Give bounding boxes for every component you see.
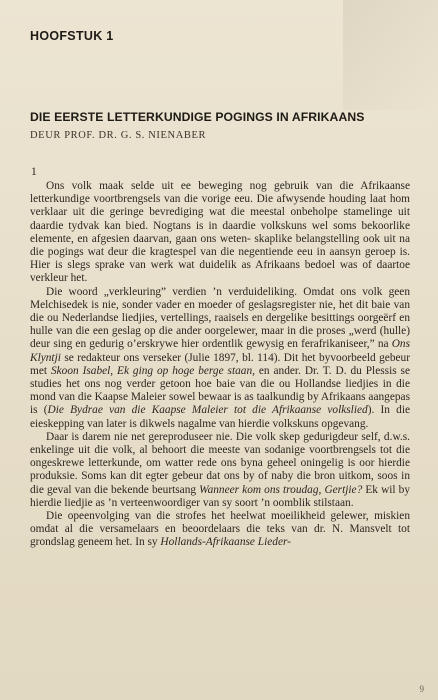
italic-run: Wanneer kom ons troudag, Gertjie? bbox=[199, 483, 363, 496]
text-run: Daar is darem nie net gereproduseer nie. Die volk skep gedurigdeur self, d.w.s. enkelinge uit die volk, al behoort die meeste van sodanige voortbrengsels tot die ongeskrewe letterkunde, om watter rede ons byna geheel oningelig is oor hierdie produksie. Soms kan dit egter gebeur dat ons by of naby die bron uitkom, soos in die geval van die bekende beurtsang bbox=[30, 430, 410, 496]
text-run: Ons volk maak selde uit ee beweging nog gebruik van die Afrikaanse letterkundige voortbrengsels van die vorige eeu. Die afwysende houding laat hom verklaar uit die geringe bevrediging wat die meestal onbeholpe stamelinge uit daardie tydvak kan bied. Nogtans is in daardie volkskuns wel soms bekoorlike elemente, en afgesien daarvan, gaan ons weten- skaplike belangstelling ook uit na die pogings wat deur die kragtespel van die negentiende eeu in aansyn geroep is. Hier is slegs sprake van werk wat duidelik as Afrikaans bedoel was of daartoe verkleur het. bbox=[30, 180, 410, 285]
text-run: Ek wil by hierdie liedjie as ’n verteenwoordiger van sy soort ’n oomblik stilstaan. bbox=[30, 483, 410, 509]
bleed-through-shadow bbox=[343, 0, 438, 110]
italic-run: Die Bydrae van die Kaapse Maleier tot die Afrikaanse volkslied bbox=[47, 404, 368, 417]
article-title: DIE EERSTE LETTERKUNDIGE POGINGS IN AFRIKAANS bbox=[30, 110, 365, 124]
text-run: en ander. Dr. T. D. du Plessis se studies het ons nog verder getoon hoe baie van die ou Hollandse liedjies in die mond van die Kaapse Maleier sowel bewaar is as taalkundig by Afrikaans aangepas is ( bbox=[30, 364, 410, 417]
text-run: Die opeenvolging van die strofes het heelwat moeilikheid gelewer, miskien omdat al die versamelaars en beoordelaars die teks van dr. N. Mansvelt tot grondslag geneem het. In sy bbox=[30, 510, 410, 549]
body-text bbox=[30, 180, 410, 550]
section-number: 1 bbox=[31, 166, 37, 178]
author-byline: DEUR PROF. DR. G. S. NIENABER bbox=[30, 130, 207, 141]
italic-run: Hollands-Afrikaanse Lieder- bbox=[160, 536, 291, 549]
paragraph bbox=[30, 180, 410, 286]
paragraph bbox=[30, 286, 410, 431]
italic-run: Skoon Isabel, Ek ging op hoge berge staan, bbox=[50, 364, 255, 377]
paragraph bbox=[30, 431, 410, 510]
paragraph bbox=[30, 510, 410, 550]
italic-run: Ons Klyntji bbox=[30, 338, 410, 364]
chapter-heading: HOOFSTUK 1 bbox=[30, 29, 114, 43]
page-number: 9 bbox=[419, 684, 424, 694]
text-run: Die woord „verkleuring” verdien ’n verduideliking. Omdat ons volk geen Melchisedek is nie, sonder vader en moeder of geslagsregister nie, het dit baie van die ou Nederlandse liedjies, vertellings, raaisels en dergelike besittings oorgeërf en hulle van die een geslag op die ander oorgelewer, maar in die proses „werd (hulle) deur sing en gedurig o’erskrywe hier ordentlik gewysig en ferafrikaniseer,” na bbox=[30, 285, 410, 351]
text-run: se redakteur ons verseker (Julie 1897, bl. 114). Dit het byvoorbeeld gebeur met bbox=[30, 351, 410, 377]
text-run: ). In die eieskepping van later is dikwels nagalme van hierdie volkskuns opgevang. bbox=[30, 404, 411, 430]
